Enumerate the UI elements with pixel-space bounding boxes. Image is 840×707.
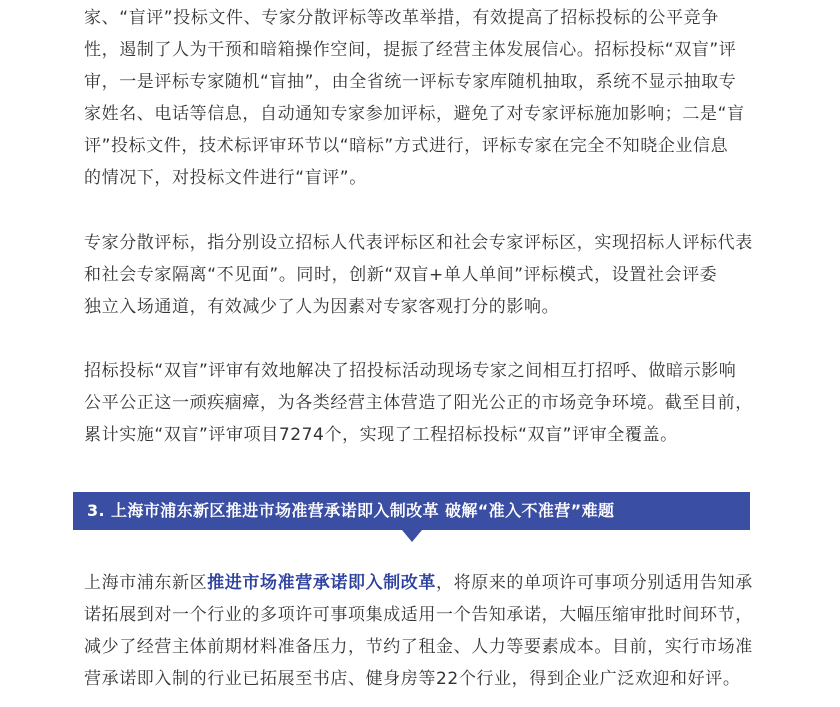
text-line: 营承诺即入制的行业已拓展至书店、健身房等22个行业，得到企业广泛欢迎和好评。 <box>84 669 741 689</box>
text-line: 诺拓展到对一个行业的多项许可事项集成适用一个告知承诺，大幅压缩审批时间环节， <box>84 605 753 625</box>
text-line: 减少了经营主体前期材料准备压力，节约了租金、人力等要素成本。目前，实行市场准 <box>84 637 753 657</box>
text-line: 公平公正这一顽疾痼瘴，为各类经营主体营造了阳光公正的市场竞争环境。截至目前， <box>84 393 753 413</box>
text-line: 家、“盲评”投标文件、专家分散评标等改革举措，有效提高了招标投标的公平竞争 <box>84 8 719 28</box>
text-line: 和社会专家隔离“不见面”。同时，创新“双盲+单人单间”评标模式，设置社会评委 <box>84 265 718 285</box>
paragraph-double-blind-review <box>84 2 764 194</box>
paragraph-pudong-reform <box>84 567 764 695</box>
banner-pointer-triangle <box>402 530 422 542</box>
text-line: 家姓名、电话等信息，自动通知专家参加评标，避免了对专家评标施加影响；二是“盲 <box>84 104 745 124</box>
text-line: 独立入场通道，有效减少了人为因素对专家客观打分的影响。 <box>84 297 560 317</box>
text-line: 招标投标“双盲”评审有效地解决了招投标活动现场专家之间相互打招呼、做暗示影响 <box>84 361 737 381</box>
text-line: 专家分散评标，指分别设立招标人代表评标区和社会专家评标区，实现招标人评标代表 <box>84 233 753 253</box>
section-heading-banner <box>73 492 750 530</box>
text-line: 的情况下，对投标文件进行“盲评”。 <box>84 168 367 188</box>
text-segment: 上海市浦东新区 <box>84 573 208 593</box>
text-line: 累计实施“双盲”评审项目7274个，实现了工程招标投标“双盲”评审全覆盖。 <box>84 425 678 445</box>
paragraph-review-results <box>84 355 764 451</box>
text-line: 性，遏制了人为干预和暗箱操作空间，提振了经营主体发展信心。招标投标“双盲”评 <box>84 40 737 60</box>
highlighted-keyword: 推进市场准营承诺即入制改革 <box>207 573 437 593</box>
text-line: 审，一是评标专家随机“盲抽”，由全省统一评标专家库随机抽取，系统不显示抽取专 <box>84 72 737 92</box>
section-heading: 3. 上海市浦东新区推进市场准营承诺即入制改革 破解“准入不准营”难题 <box>87 501 615 520</box>
text-line: 评”投标文件，技术标评审环节以“暗标”方式进行，评标专家在完全不知晓企业信息 <box>84 136 729 156</box>
text-line <box>84 567 764 599</box>
paragraph-expert-dispersed-review <box>84 227 764 323</box>
text-segment: ，将原来的单项许可事项分别适用告知承 <box>436 573 753 593</box>
